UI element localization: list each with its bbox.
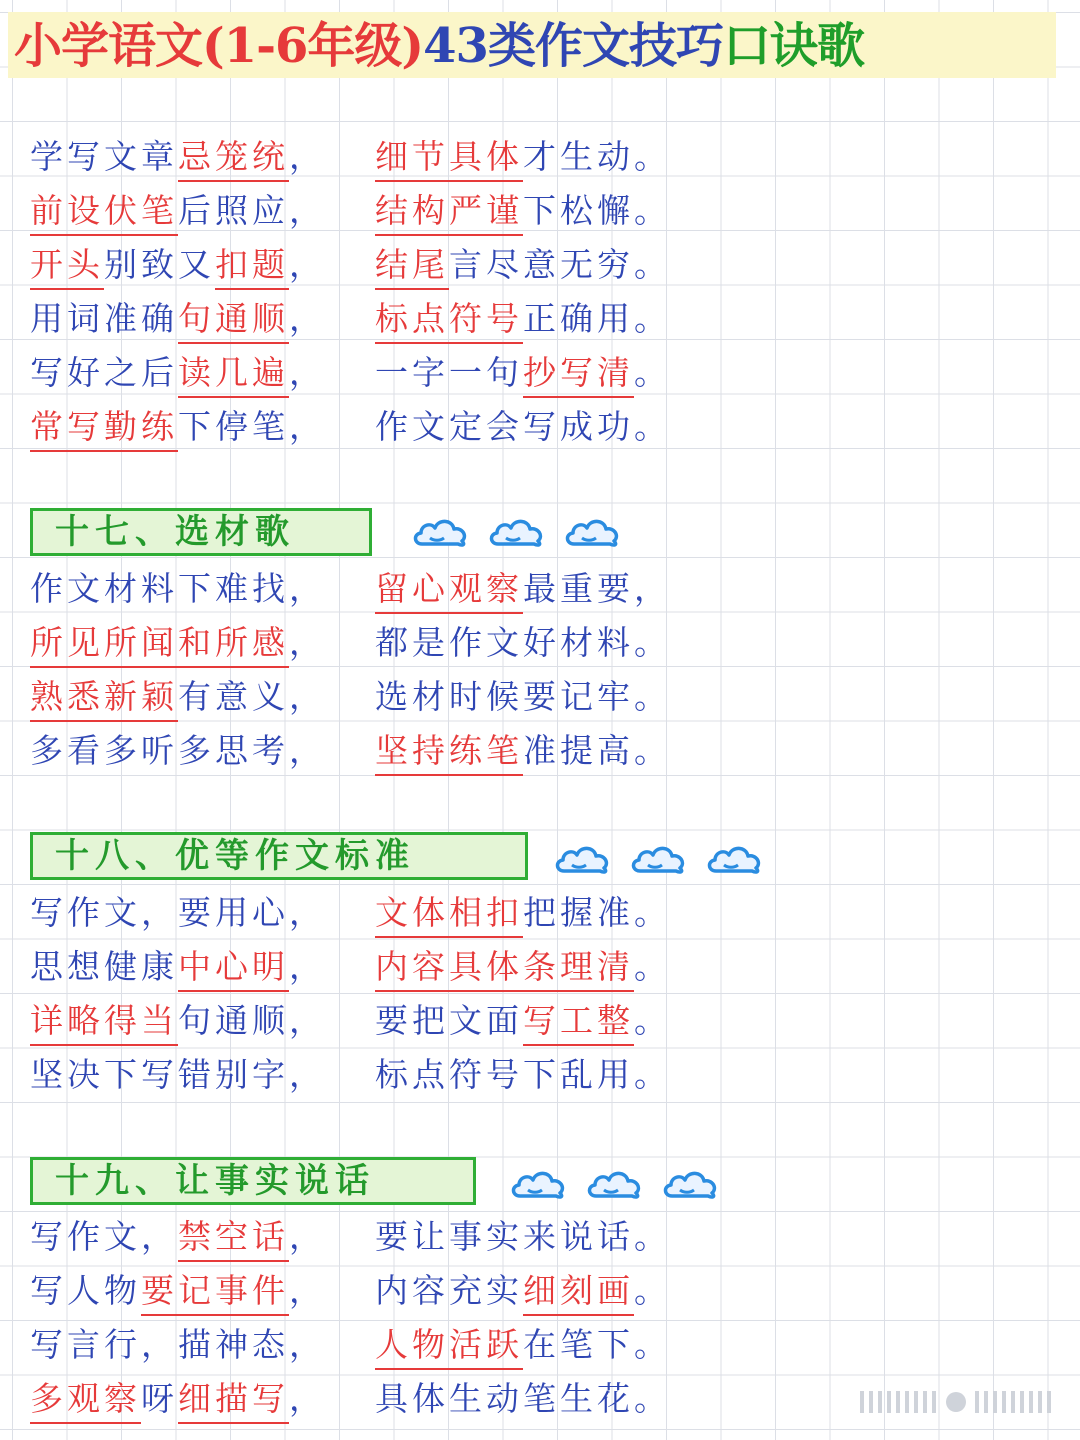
section-heading: 十九、让事实说话 bbox=[30, 1157, 476, 1205]
verse-half bbox=[30, 1324, 375, 1366]
verse-half bbox=[30, 568, 375, 610]
cloud-icon bbox=[508, 1166, 570, 1202]
verse-half bbox=[375, 190, 720, 236]
verse-text: ， bbox=[289, 1379, 326, 1418]
verse-half bbox=[30, 892, 375, 934]
verse-half bbox=[30, 622, 375, 668]
highlighted-phrase: 标点符号 bbox=[375, 298, 523, 344]
verse-half bbox=[30, 244, 375, 290]
verse-line bbox=[30, 622, 720, 668]
verse-text: 学写文章 bbox=[30, 137, 178, 176]
verse-half bbox=[375, 676, 720, 718]
verse-text: 别致又 bbox=[104, 245, 215, 284]
cloud-decoration bbox=[508, 1166, 736, 1206]
verse-half bbox=[30, 136, 375, 182]
verse-text: 都是作文好材料。 bbox=[375, 623, 671, 662]
verse-half bbox=[375, 298, 720, 344]
highlighted-phrase: 常写勤练 bbox=[30, 406, 178, 452]
verse-text: 多看多听多思考， bbox=[30, 731, 326, 770]
cloud-icon bbox=[486, 514, 548, 550]
verse-text: ， bbox=[289, 947, 326, 986]
cloud-icon bbox=[552, 841, 614, 877]
verse-half bbox=[30, 352, 375, 398]
verse-line bbox=[30, 1324, 720, 1370]
highlighted-phrase: 内容具体条理清 bbox=[375, 946, 634, 992]
verse-text: ， bbox=[289, 353, 326, 392]
verse-text: 。 bbox=[634, 1001, 671, 1040]
verse-text: 。 bbox=[634, 353, 671, 392]
verse-half bbox=[30, 676, 375, 722]
cloud-icon bbox=[584, 1166, 646, 1202]
verse-line bbox=[30, 676, 720, 722]
highlighted-phrase: 熟悉新颖 bbox=[30, 676, 178, 722]
verse-half bbox=[375, 730, 720, 776]
verse-text: 用词准确 bbox=[30, 299, 178, 338]
page-title bbox=[14, 14, 864, 78]
title-grade-part: 小学语文(1-6年级) bbox=[14, 18, 424, 74]
verse-half bbox=[30, 406, 375, 452]
cloud-decoration bbox=[552, 841, 780, 881]
verse-line bbox=[30, 352, 720, 398]
cloud-icon bbox=[410, 514, 472, 550]
verse-text: 把握准。 bbox=[523, 893, 671, 932]
section-heading: 十七、选材歌 bbox=[30, 508, 372, 556]
verse-line bbox=[30, 568, 720, 614]
verse-text: 写作文，要用心， bbox=[30, 893, 326, 932]
highlighted-phrase: 坚持练笔 bbox=[375, 730, 523, 776]
verse-text: 写好之后 bbox=[30, 353, 178, 392]
highlighted-phrase: 留心观察 bbox=[375, 568, 523, 614]
verse-text: 选材时候要记牢。 bbox=[375, 677, 671, 716]
verse-text: 标点符号下乱用。 bbox=[375, 1055, 671, 1094]
verse-text: 最重要， bbox=[523, 569, 671, 608]
cloud-icon bbox=[562, 514, 624, 550]
verse-half bbox=[375, 406, 720, 448]
verse-text: 作文材料下难找， bbox=[30, 569, 326, 608]
highlighted-phrase: 细节具体 bbox=[375, 136, 523, 182]
cloud-icon bbox=[704, 841, 766, 877]
highlighted-phrase: 句通顺 bbox=[178, 298, 289, 344]
verse-text: ， bbox=[289, 623, 326, 662]
verse-line bbox=[30, 136, 720, 182]
verse-half bbox=[30, 946, 375, 992]
highlighted-phrase: 结构严谨 bbox=[375, 190, 523, 236]
verse-half bbox=[375, 568, 720, 614]
verse-half bbox=[375, 352, 720, 398]
verse-text: 要让事实来说话。 bbox=[375, 1217, 671, 1256]
highlighted-phrase: 详略得当 bbox=[30, 1000, 178, 1046]
verse-text: 下停笔， bbox=[178, 407, 326, 446]
verse-line bbox=[30, 190, 720, 236]
highlighted-phrase: 中心明 bbox=[178, 946, 289, 992]
verse-half bbox=[375, 1000, 720, 1046]
verse-line bbox=[30, 892, 720, 938]
verse-line bbox=[30, 730, 720, 776]
highlighted-phrase: 读几遍 bbox=[178, 352, 289, 398]
highlighted-phrase: 结尾 bbox=[375, 244, 449, 290]
cloud-decoration bbox=[410, 514, 638, 554]
stripe-icon bbox=[860, 1385, 1060, 1419]
highlighted-phrase: 忌笼统 bbox=[178, 136, 289, 182]
highlighted-phrase: 人物活跃 bbox=[375, 1324, 523, 1370]
title-count-part: 43类作文技巧 bbox=[423, 18, 723, 74]
highlighted-phrase: 抄写清 bbox=[523, 352, 634, 398]
highlighted-phrase: 所见所闻和所感 bbox=[30, 622, 289, 668]
verse-half bbox=[30, 1270, 375, 1316]
verse-half bbox=[375, 1054, 720, 1096]
verse-line bbox=[30, 1270, 720, 1316]
verse-line bbox=[30, 1216, 720, 1262]
highlighted-phrase: 前设伏笔 bbox=[30, 190, 178, 236]
verse-half bbox=[30, 298, 375, 344]
cloud-icon bbox=[660, 1166, 722, 1202]
verse-text: 准提高。 bbox=[523, 731, 671, 770]
verse-text: 在笔下。 bbox=[523, 1325, 671, 1364]
section-heading: 十八、优等作文标准 bbox=[30, 832, 528, 880]
verse-text: ， bbox=[289, 245, 326, 284]
verse-line bbox=[30, 1054, 720, 1096]
verse-text: 。 bbox=[634, 947, 671, 986]
verse-text: 要把文面 bbox=[375, 1001, 523, 1040]
highlighted-phrase: 多观察 bbox=[30, 1378, 141, 1424]
highlighted-phrase: 写工整 bbox=[523, 1000, 634, 1046]
verse-half bbox=[375, 1270, 720, 1316]
verse-text: 呀 bbox=[141, 1379, 178, 1418]
decorative-stripes bbox=[860, 1385, 1060, 1419]
highlighted-phrase: 禁空话 bbox=[178, 1216, 289, 1262]
verse-text: 一字一句 bbox=[375, 353, 523, 392]
verse-line bbox=[30, 1378, 720, 1424]
highlighted-phrase: 开头 bbox=[30, 244, 104, 290]
verse-half bbox=[375, 1324, 720, 1370]
verse-text: 后照应， bbox=[178, 191, 326, 230]
verse-half bbox=[30, 1000, 375, 1046]
verse-line bbox=[30, 244, 720, 290]
highlighted-phrase: 细刻画 bbox=[523, 1270, 634, 1316]
verse-text: 思想健康 bbox=[30, 947, 178, 986]
verse-half bbox=[375, 1378, 720, 1420]
verse-half bbox=[375, 622, 720, 664]
verse-text: 下松懈。 bbox=[523, 191, 671, 230]
verse-half bbox=[375, 946, 720, 992]
verse-text: 写人物 bbox=[30, 1271, 141, 1310]
verse-text: ， bbox=[289, 1271, 326, 1310]
verse-text: 坚决下写错别字， bbox=[30, 1055, 326, 1094]
verse-line bbox=[30, 1000, 720, 1046]
verse-half bbox=[375, 892, 720, 938]
verse-text: 句通顺， bbox=[178, 1001, 326, 1040]
verse-half bbox=[375, 136, 720, 182]
verse-half bbox=[30, 1216, 375, 1262]
verse-text: 内容充实 bbox=[375, 1271, 523, 1310]
verse-half bbox=[30, 730, 375, 772]
verse-text: 写作文， bbox=[30, 1217, 178, 1256]
verse-text: 。 bbox=[634, 1271, 671, 1310]
highlighted-phrase: 细描写 bbox=[178, 1378, 289, 1424]
verse-line bbox=[30, 298, 720, 344]
verse-text: 正确用。 bbox=[523, 299, 671, 338]
title-rhyme-part: 口诀歌 bbox=[722, 18, 864, 74]
verse-half bbox=[30, 190, 375, 236]
verse-text: ， bbox=[289, 299, 326, 338]
verse-line bbox=[30, 406, 720, 452]
verse-text: 作文定会写成功。 bbox=[375, 407, 671, 446]
highlighted-phrase: 要记事件 bbox=[141, 1270, 289, 1316]
verse-text: 才生动。 bbox=[523, 137, 671, 176]
verse-half bbox=[30, 1054, 375, 1096]
highlighted-phrase: 文体相扣 bbox=[375, 892, 523, 938]
verse-half bbox=[30, 1378, 375, 1424]
verse-text: 有意义， bbox=[178, 677, 326, 716]
verse-text: 写言行，描神态， bbox=[30, 1325, 326, 1364]
verse-text: ， bbox=[289, 1217, 326, 1256]
verse-text: 言尽意无穷。 bbox=[449, 245, 671, 284]
highlighted-phrase: 扣题 bbox=[215, 244, 289, 290]
verse-half bbox=[375, 244, 720, 290]
verse-half bbox=[375, 1216, 720, 1258]
verse-text: 具体生动笔生花。 bbox=[375, 1379, 671, 1418]
verse-line bbox=[30, 946, 720, 992]
cloud-icon bbox=[628, 841, 690, 877]
verse-text: ， bbox=[289, 137, 326, 176]
